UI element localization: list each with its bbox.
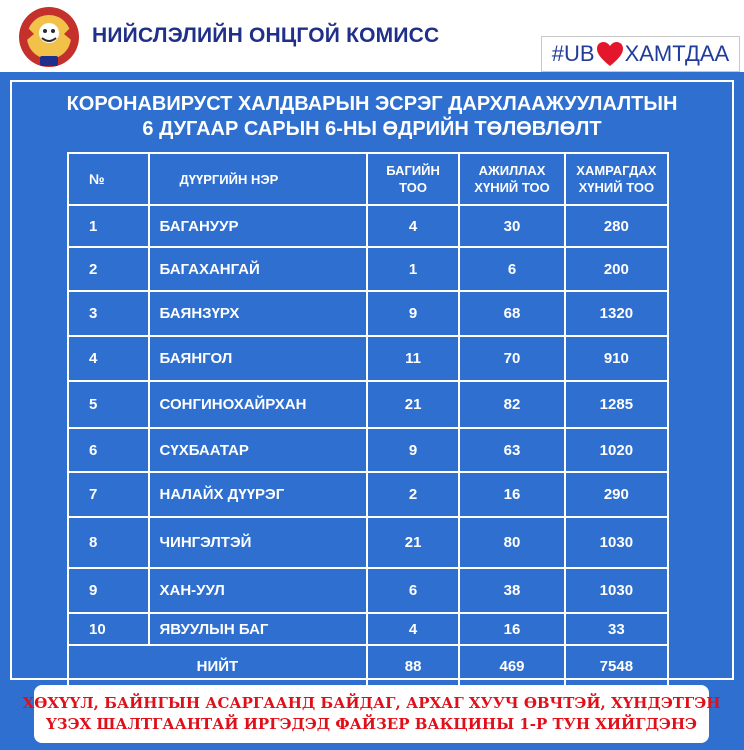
header-staff-line2: ХҮНИЙ ТОО <box>474 180 550 195</box>
total-label: НИЙТ <box>68 645 367 687</box>
cell-district: БАГАХАНГАЙ <box>149 247 367 291</box>
table-total-row <box>68 645 668 687</box>
cell-covered: 290 <box>565 472 668 517</box>
table-row <box>68 613 668 645</box>
header-covered <box>565 153 668 205</box>
cell-no: 5 <box>68 381 149 428</box>
cell-no: 9 <box>68 568 149 613</box>
cell-district: ЯВУУЛЫН БАГ <box>149 613 367 645</box>
footer-line-1: ХӨХҮҮЛ, БАЙНГЫН АСАРГААНД БАЙДАГ, АРХАГ ХУУЧ ӨВЧТЭЙ, ХҮНДЭТГЭН <box>22 694 721 712</box>
cell-no: 7 <box>68 472 149 517</box>
cell-staff: 80 <box>459 517 564 568</box>
table-row <box>68 517 668 568</box>
title-line-1: КОРОНАВИРУСТ ХАЛДВАРЫН ЭСРЭГ ДАРХЛААЖУУЛАЛТЫН <box>66 93 678 115</box>
table-row <box>68 291 668 336</box>
header-teams-line1: БАГИЙН <box>386 163 440 178</box>
header-district-name <box>149 153 367 205</box>
cell-district: НАЛАЙХ ДҮҮРЭГ <box>149 472 367 517</box>
header-staff-line1: АЖИЛЛАХ <box>478 163 546 178</box>
footer-line-2: ҮЗЭХ ШАЛТГААНТАЙ ИРГЭДЭД ФАЙЗЕР ВАКЦИНЫ 1-Р ТУН ХИЙГДЭНЭ <box>46 715 697 733</box>
header-covered-line2: ХҮНИЙ ТОО <box>578 180 655 195</box>
vaccination-plan-table <box>67 152 669 688</box>
table-row <box>68 428 668 472</box>
title-line-2: 6 ДУГААР САРЫН 6-НЫ ӨДРИЙН ТӨЛӨВЛӨЛТ <box>142 118 602 140</box>
cell-staff: 30 <box>459 205 564 247</box>
cell-staff: 6 <box>459 247 564 291</box>
table-row <box>68 381 668 428</box>
cell-no: 4 <box>68 336 149 381</box>
cell-covered: 1020 <box>565 428 668 472</box>
table-row <box>68 472 668 517</box>
cell-teams: 6 <box>367 568 459 613</box>
cell-teams: 9 <box>367 428 459 472</box>
cell-no: 1 <box>68 205 149 247</box>
table-row <box>68 336 668 381</box>
cell-staff: 68 <box>459 291 564 336</box>
cell-no: 8 <box>68 517 149 568</box>
header-covered-line1: ХАМРАГДАХ <box>576 163 657 178</box>
header-no: № <box>68 153 149 205</box>
cell-no: 3 <box>68 291 149 336</box>
header-staff <box>459 153 564 205</box>
cell-no: 10 <box>68 613 149 645</box>
cell-no: 6 <box>68 428 149 472</box>
cell-teams: 1 <box>367 247 459 291</box>
cell-teams: 21 <box>367 517 459 568</box>
total-staff: 469 <box>459 645 564 687</box>
footer-notice <box>22 685 721 743</box>
table-row <box>68 205 668 247</box>
cell-district: БАГАНУУР <box>149 205 367 247</box>
table-row <box>68 568 668 613</box>
cell-teams: 9 <box>367 291 459 336</box>
table-header-row <box>68 153 668 205</box>
hashtag-left: #UB <box>551 41 595 66</box>
cell-staff: 82 <box>459 381 564 428</box>
cell-covered: 1030 <box>565 517 668 568</box>
cell-no: 2 <box>68 247 149 291</box>
cell-covered: 33 <box>565 613 668 645</box>
hashtag-right: ХАМТДАА <box>624 41 730 66</box>
header-teams <box>367 153 459 205</box>
cell-teams: 21 <box>367 381 459 428</box>
hashtag-badge <box>541 36 740 72</box>
cell-staff: 38 <box>459 568 564 613</box>
cell-district: СОНГИНОХАЙРХАН <box>149 381 367 428</box>
cell-district: ХАН-УУЛ <box>149 568 367 613</box>
cell-staff: 16 <box>459 613 564 645</box>
cell-district: БАЯНГОЛ <box>149 336 367 381</box>
city-emblem-icon <box>12 4 86 70</box>
table-row <box>68 247 668 291</box>
cell-covered: 200 <box>565 247 668 291</box>
cell-covered: 1320 <box>565 291 668 336</box>
org-name: НИЙСЛЭЛИЙН ОНЦГОЙ КОМИСС <box>92 24 440 47</box>
cell-staff: 70 <box>459 336 564 381</box>
heart-icon <box>596 41 624 67</box>
cell-teams: 4 <box>367 205 459 247</box>
total-covered: 7548 <box>565 645 668 687</box>
header-bar <box>0 0 744 72</box>
header-teams-line2: ТОО <box>399 180 427 195</box>
page-title <box>0 92 744 142</box>
cell-staff: 63 <box>459 428 564 472</box>
header-district-name-label: ДҮҮРГИЙН НЭР <box>179 171 279 187</box>
cell-teams: 4 <box>367 613 459 645</box>
cell-teams: 2 <box>367 472 459 517</box>
cell-staff: 16 <box>459 472 564 517</box>
total-teams: 88 <box>367 645 459 687</box>
cell-covered: 280 <box>565 205 668 247</box>
cell-district: СҮХБААТАР <box>149 428 367 472</box>
cell-teams: 11 <box>367 336 459 381</box>
cell-district: БАЯНЗҮРХ <box>149 291 367 336</box>
cell-covered: 1030 <box>565 568 668 613</box>
cell-district: ЧИНГЭЛТЭЙ <box>149 517 367 568</box>
cell-covered: 1285 <box>565 381 668 428</box>
cell-covered: 910 <box>565 336 668 381</box>
